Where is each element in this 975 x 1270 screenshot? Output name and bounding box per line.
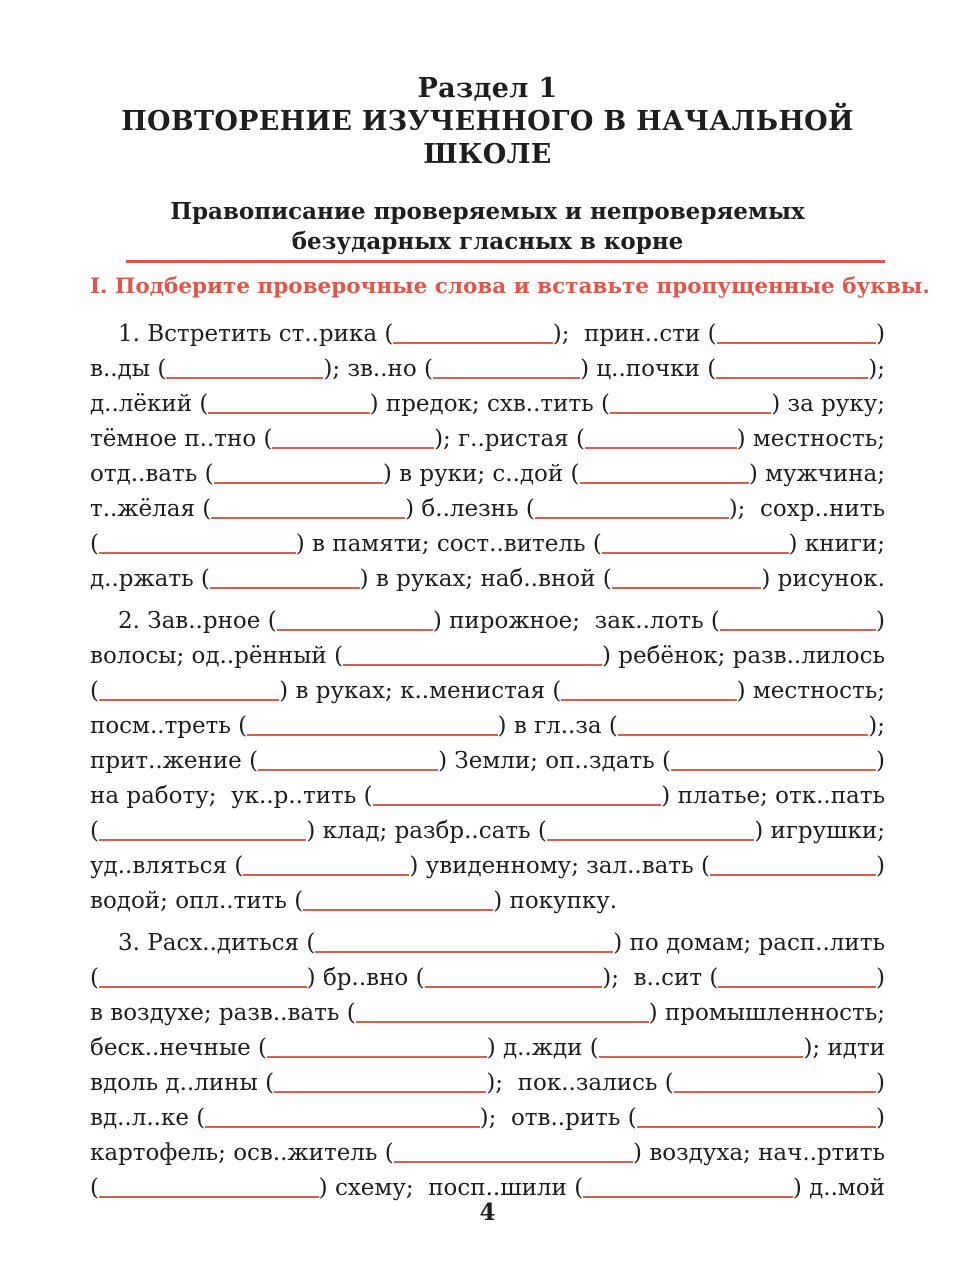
answer-blank[interactable]: [393, 334, 552, 344]
answer-blank[interactable]: [373, 796, 662, 806]
text-run: ) рисунок.: [761, 566, 885, 592]
text-run: ); в..сит (: [602, 965, 719, 991]
text-run: ) в руках; к..менистая (: [279, 678, 562, 704]
text-run: вдоль д..лины (: [90, 1070, 275, 1096]
text-run: д..лёкий (: [90, 391, 209, 417]
answer-blank[interactable]: [99, 1188, 319, 1198]
text-run: (: [90, 965, 99, 991]
answer-blank[interactable]: [272, 439, 434, 449]
answer-blank[interactable]: [315, 943, 613, 953]
text-run: (: [90, 818, 99, 844]
text-line: [90, 639, 885, 674]
text-run: ) в гл..за (: [497, 713, 618, 739]
text-run: 3. Расх..диться (: [118, 930, 316, 956]
text-run: водой; опл..тить (: [90, 888, 304, 914]
text-run: ) в руках; наб..вной (: [359, 566, 612, 592]
text-line: [90, 457, 885, 492]
task-instruction: I. Подберите проверочные слова и вставьте пропущенные буквы.: [90, 274, 930, 299]
answer-blank[interactable]: [561, 691, 736, 701]
text-run: ) игрушки;: [754, 818, 886, 844]
topic-title: [90, 197, 885, 257]
text-run: ): [876, 608, 886, 634]
answer-blank[interactable]: [585, 439, 737, 449]
text-line: [90, 317, 885, 352]
answer-blank[interactable]: [277, 621, 433, 631]
text-run: (: [90, 678, 99, 704]
text-run: ); г..ристая (: [434, 426, 585, 452]
answer-blank[interactable]: [612, 579, 762, 589]
text-line: [90, 926, 885, 961]
text-line: [90, 492, 885, 527]
text-line: [90, 849, 885, 884]
text-run: ): [876, 748, 886, 774]
answer-blank[interactable]: [243, 866, 409, 876]
text-run: ) по домам; расп..лить: [613, 930, 885, 956]
text-run: 2. Зав..рное (: [118, 608, 277, 634]
text-run: ) мужчина;: [748, 461, 886, 487]
answer-blank[interactable]: [602, 544, 789, 554]
text-run: т..жёлая (: [90, 496, 212, 522]
text-line: [90, 996, 885, 1031]
text-run: ): [876, 1070, 885, 1096]
text-run: ); пок..зались (: [486, 1070, 674, 1096]
answer-blank[interactable]: [433, 369, 580, 379]
answer-blank[interactable]: [99, 978, 307, 988]
text-run: ) за руку;: [771, 391, 885, 417]
answer-blank[interactable]: [99, 831, 306, 841]
answer-blank[interactable]: [247, 726, 497, 736]
text-run: отд..вать (: [90, 461, 214, 487]
divider-rule: [126, 260, 885, 263]
answer-blank[interactable]: [267, 1048, 487, 1058]
text-line: [90, 1066, 885, 1101]
answer-blank[interactable]: [356, 1013, 649, 1023]
text-run: ) ребёнок; разв..лилось: [601, 643, 885, 669]
text-run: (: [90, 531, 99, 557]
answer-blank[interactable]: [274, 1083, 486, 1093]
text-line: [90, 814, 885, 849]
text-run: беск..нечные (: [90, 1035, 268, 1061]
exercise-1: [90, 317, 885, 597]
text-line: [90, 352, 885, 387]
text-run: (: [90, 1175, 99, 1201]
text-run: картофель; осв..житель (: [90, 1140, 394, 1166]
text-run: ) бр..вно (: [306, 965, 425, 991]
text-run: на работу; ук..р..тить (: [90, 783, 373, 809]
text-line: [90, 884, 885, 919]
exercise-list: [90, 317, 885, 1206]
answer-blank[interactable]: [583, 1188, 793, 1198]
answer-blank[interactable]: [211, 509, 405, 519]
text-line: [90, 674, 885, 709]
text-run: ) пирожное; зак..лоть (: [432, 608, 720, 634]
text-run: ); отв..рить (: [479, 1105, 637, 1131]
text-run: ): [876, 965, 886, 991]
text-run: ); идти: [803, 1035, 886, 1061]
answer-blank[interactable]: [303, 901, 493, 911]
text-run: ): [876, 1105, 885, 1131]
text-run: ) клад; разбр..сать (: [306, 818, 547, 844]
text-run: ) промышленность;: [648, 1000, 885, 1026]
text-run: ): [876, 321, 886, 347]
answer-blank[interactable]: [425, 978, 603, 988]
text-run: ) д..жди (: [486, 1035, 599, 1061]
text-run: ) б..лезнь (: [405, 496, 535, 522]
text-run: ) местность;: [736, 426, 886, 452]
answer-blank[interactable]: [716, 369, 868, 379]
text-run: посм..треть (: [90, 713, 248, 739]
text-run: );: [868, 713, 885, 739]
text-run: );: [868, 356, 885, 382]
text-run: уд..вляться (: [90, 853, 244, 879]
text-line: [90, 961, 885, 996]
text-line: [90, 709, 885, 744]
answer-blank[interactable]: [258, 761, 438, 771]
text-run: ): [876, 853, 885, 879]
text-run: д..ржать (: [90, 566, 210, 592]
text-run: ) предок; схв..тить (: [369, 391, 610, 417]
answer-blank[interactable]: [214, 474, 383, 484]
text-run: ) увиденному; зал..вать (: [409, 853, 710, 879]
answer-blank[interactable]: [166, 369, 323, 379]
text-run: ) в памяти; сост..витель (: [295, 531, 602, 557]
answer-blank[interactable]: [637, 1118, 876, 1128]
answer-blank[interactable]: [205, 1118, 479, 1128]
answer-blank[interactable]: [210, 579, 360, 589]
section-title-block: [90, 72, 885, 171]
text-line: [90, 1101, 885, 1136]
text-run: прит..жение (: [90, 748, 259, 774]
answer-blank[interactable]: [618, 726, 868, 736]
section-number: Раздел 1: [417, 73, 558, 104]
text-run: ) д..мой: [792, 1175, 885, 1201]
answer-blank[interactable]: [610, 404, 771, 414]
text-run: ) воздуха; нач..ртить: [633, 1140, 885, 1166]
text-line: [90, 527, 885, 562]
answer-blank[interactable]: [535, 509, 729, 519]
answer-blank[interactable]: [547, 831, 754, 841]
text-run: ) ц..почки (: [580, 356, 717, 382]
text-run: ) покупку.: [493, 888, 618, 914]
page-number: 4: [479, 1199, 496, 1226]
text-line: [90, 422, 885, 457]
topic-title-line1: Правописание проверяемых и непроверяемых: [170, 198, 805, 225]
text-line: [90, 604, 885, 639]
text-run: ) книги;: [788, 531, 885, 557]
text-line: [90, 562, 885, 597]
answer-blank[interactable]: [99, 544, 296, 554]
text-run: ); сохр..нить: [728, 496, 885, 522]
answer-blank[interactable]: [674, 1083, 876, 1093]
answer-blank[interactable]: [718, 978, 876, 988]
text-run: ); зв..но (: [323, 356, 434, 382]
text-run: тёмное п..тно (: [90, 426, 273, 452]
text-run: ) схему; посп..шили (: [318, 1175, 584, 1201]
text-line: [90, 1136, 885, 1171]
exercise-2: [90, 604, 885, 919]
answer-blank[interactable]: [599, 1048, 804, 1058]
text-run: ) Земли; оп..здать (: [438, 748, 671, 774]
text-line: [90, 387, 885, 422]
answer-blank[interactable]: [671, 761, 876, 771]
text-run: в воздухе; разв..вать (: [90, 1000, 356, 1026]
text-run: ); прин..сти (: [552, 321, 717, 347]
text-run: ) платье; отк..пать: [661, 783, 885, 809]
section-heading: ПОВТОРЕНИЕ ИЗУЧЕННОГО В НАЧАЛЬНОЙ ШКОЛЕ: [121, 106, 854, 170]
answer-blank[interactable]: [343, 656, 602, 666]
text-run: в..ды (: [90, 356, 167, 382]
answer-blank[interactable]: [99, 691, 279, 701]
answer-blank[interactable]: [717, 334, 876, 344]
answer-blank[interactable]: [580, 474, 749, 484]
topic-title-line2: безударных гласных в корне: [291, 228, 684, 255]
text-line: [90, 779, 885, 814]
exercise-3: [90, 926, 885, 1206]
text-run: ) в руки; с..дой (: [382, 461, 580, 487]
answer-blank[interactable]: [710, 866, 876, 876]
answer-blank[interactable]: [720, 621, 876, 631]
text-run: ) местность;: [736, 678, 886, 704]
answer-blank[interactable]: [208, 404, 369, 414]
text-run: волосы; од..рённый (: [90, 643, 344, 669]
text-run: вд..л..ке (: [90, 1105, 206, 1131]
text-run: 1. Встретить ст..рика (: [118, 321, 394, 347]
answer-blank[interactable]: [394, 1153, 633, 1163]
text-line: [90, 744, 885, 779]
text-line: [90, 1031, 885, 1066]
